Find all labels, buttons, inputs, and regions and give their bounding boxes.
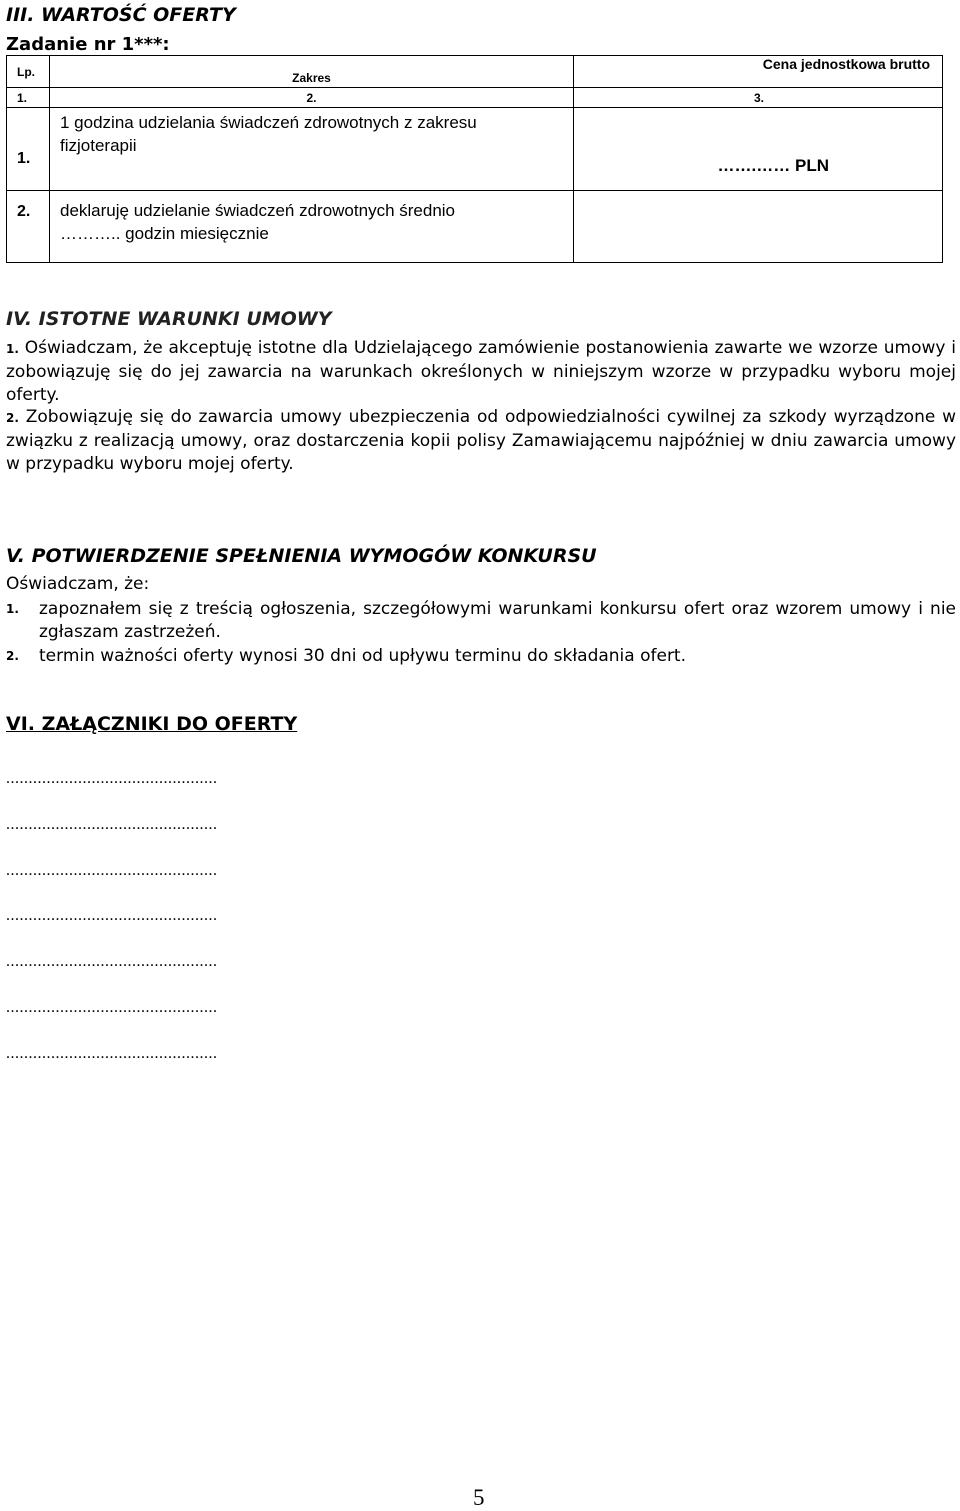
item-text: Zobowiązuję się do zawarcia umowy ubezpieczenia od odpowiedzialności cywilnej za szkody wyrządzone w związku z realizacją umowy, oraz dostarczenia kopii polisy Zamawiającemu najpóźniej w dniu zawarcia umowy w przypadku wyboru mojej oferty. — [6, 407, 957, 474]
item-number: 1. — [6, 602, 19, 616]
section-4-title: IV. ISTOTNE WARUNKI UMOWY — [6, 308, 332, 330]
section-5-item-1 — [6, 598, 956, 644]
row-2-zakres-line1: deklaruję udzielanie świadczeń zdrowotnych średnio — [60, 201, 456, 220]
row-1-zakres: 1 godzina udzielania świadczeń zdrowotnych z zakresu fizjoterapii — [50, 108, 574, 191]
item-text: termin ważności oferty wynosi 30 dni od upływu terminu do składania ofert. — [39, 646, 687, 666]
attachment-line-6: ............................................... — [6, 999, 218, 1016]
header-lp: Lp. — [7, 56, 50, 88]
row-2-zakres — [50, 191, 574, 263]
section-6-title: VI. ZAŁĄCZNIKI DO OFERTY — [6, 713, 298, 735]
header-cena: Cena jednostkowa brutto — [574, 56, 943, 88]
attachment-line-2: ............................................... — [6, 816, 218, 833]
attachment-line-5: ............................................... — [6, 953, 218, 970]
item-text: zapoznałem się z treścią ogłoszenia, szczegółowymi warunkami konkursu ofert oraz wzorem umowy i nie zgłaszam zastrzeżeń. — [39, 599, 956, 642]
header-zakres: Zakres — [50, 56, 574, 88]
page-number: 5 — [473, 1485, 485, 1510]
item-text: Oświadczam, że akceptuję istotne dla Udzielającego zamówienie postanowienia zawarte we wzorze umowy i zobowiązuję się do jej zawarcia na warunkach określonych w niniejszym wzorze w przypadku wyboru mojej oferty. — [6, 338, 957, 405]
table-row — [7, 191, 943, 263]
section-5-intro: Oświadczam, że: — [6, 574, 150, 594]
numbering-1: 1. — [7, 88, 50, 108]
table-header-row — [7, 56, 943, 88]
row-2-cena — [574, 191, 943, 263]
row-2-zakres-line2: ……….. godzin miesięcznie — [60, 224, 269, 243]
attachment-line-3: ............................................... — [6, 862, 218, 879]
section-4-item-2 — [6, 406, 956, 476]
item-number: 2. — [6, 411, 19, 425]
attachment-line-1: ............................................... — [6, 770, 218, 787]
section-3-subtitle: Zadanie nr 1***: — [6, 34, 170, 55]
table-numbering-row — [7, 88, 943, 108]
row-1-cena: …….…… PLN — [574, 108, 943, 191]
table-row — [7, 108, 943, 191]
section-3-title: III. WARTOŚĆ OFERTY — [6, 4, 236, 26]
numbering-3: 3. — [574, 88, 943, 108]
section-5-title: V. POTWIERDZENIE SPEŁNIENIA WYMOGÓW KONKURSU — [6, 545, 597, 567]
item-number: 2. — [6, 649, 19, 663]
numbering-2: 2. — [50, 88, 574, 108]
section-4-item-1 — [6, 337, 956, 407]
row-1-lp: 1. — [7, 108, 50, 191]
offer-value-table — [6, 55, 943, 263]
item-number: 1. — [6, 342, 19, 356]
row-2-lp: 2. — [7, 191, 50, 263]
section-5-item-2 — [6, 645, 956, 668]
attachment-line-7: ............................................... — [6, 1045, 218, 1062]
attachment-line-4: ............................................... — [6, 907, 218, 924]
